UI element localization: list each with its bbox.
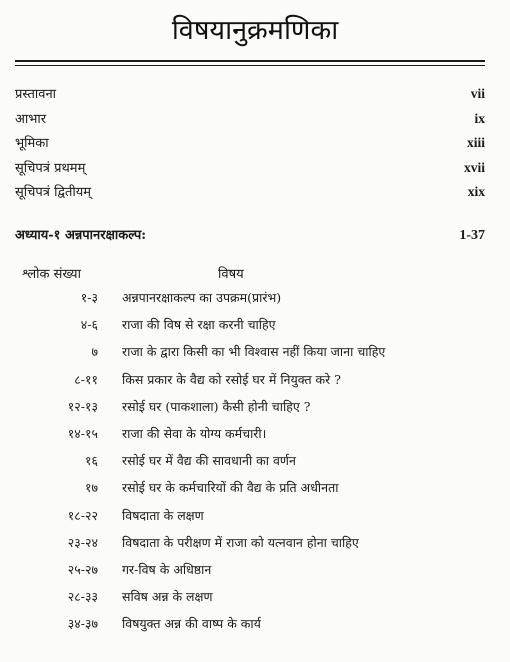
verse-number: २८-३३ xyxy=(67,589,98,605)
contents-entry[interactable] xyxy=(0,534,510,561)
title-rule-thick xyxy=(15,60,485,62)
contents-entry[interactable] xyxy=(0,398,510,425)
contents-entry[interactable] xyxy=(0,289,510,316)
contents-entry[interactable] xyxy=(0,452,510,479)
front-matter-page: vii xyxy=(470,86,485,101)
front-matter-page: xiii xyxy=(466,135,485,150)
contents-entry[interactable] xyxy=(0,371,510,398)
verse-number: १-३ xyxy=(80,290,98,305)
contents-entry[interactable] xyxy=(0,561,510,588)
page-title: विषयानुक्रमणिका xyxy=(171,15,339,46)
entry-subject: सविष अन्न के लक्षण xyxy=(122,589,213,605)
entry-subject: राजा की सेवा के योग्य कर्मचारी। xyxy=(122,425,267,441)
entry-subject: विषदाता के परीक्षण में राजा को यत्नवान होना चाहिए xyxy=(122,534,359,550)
front-matter-row[interactable] xyxy=(15,133,485,158)
verse-number: ८-११ xyxy=(74,371,98,387)
verse-column-header: श्लोक संख्या xyxy=(22,267,81,282)
entry-subject: किस प्रकार के वैद्य को रसोई घर में नियुक्त करे ? xyxy=(122,371,341,387)
entry-subject: रसोई घर में वैद्य की सावधानी का वर्णन xyxy=(122,453,296,469)
verse-number: १६ xyxy=(84,453,98,469)
front-matter-page: xix xyxy=(467,184,485,199)
chapter-label: अध्याय-१ अन्नपानरक्षाकल्प: xyxy=(15,228,147,243)
verse-number: १४-१५ xyxy=(67,425,98,441)
front-matter-label: भूमिका xyxy=(15,136,49,151)
front-matter-row[interactable] xyxy=(15,158,485,183)
front-matter-row[interactable] xyxy=(15,182,485,207)
entry-subject: रसोई घर (पाकशाला) कैसी होनी चाहिए ? xyxy=(122,398,311,414)
front-matter-row[interactable] xyxy=(15,109,485,134)
entry-subject: अन्नपानरक्षाकल्प का उपक्रम(प्रारंभ) xyxy=(122,290,282,305)
subject-column-header: विषय xyxy=(218,267,244,282)
verse-number: १८-२२ xyxy=(67,507,98,523)
title-rule-thin xyxy=(15,65,485,66)
front-matter-label: आभार xyxy=(15,111,47,127)
front-matter-label: प्रस्तावना xyxy=(15,87,57,102)
verse-number: ७ xyxy=(91,344,98,360)
front-matter-list xyxy=(15,84,485,207)
verse-number: ४-६ xyxy=(80,317,98,333)
chapter-heading[interactable] xyxy=(15,225,485,244)
entry-subject: राजा की विष से रक्षा करनी चाहिए xyxy=(122,317,276,333)
contents-entry[interactable] xyxy=(0,507,510,534)
entry-subject: विषदाता के लक्षण xyxy=(122,507,204,523)
verse-number: ३४-३७ xyxy=(67,616,98,632)
entry-subject: राजा के द्वारा किसी का भी विश्वास नहीं किया जाना चाहिए xyxy=(122,344,386,360)
front-matter-label: सूचिपत्रं प्रथमम् xyxy=(15,160,86,176)
verse-number: १७ xyxy=(84,480,98,496)
verse-number: २३-२४ xyxy=(67,534,98,550)
front-matter-page: ix xyxy=(474,110,485,126)
contents-entry[interactable] xyxy=(0,615,510,642)
entry-subject: गर-विष के अधिष्ठान xyxy=(122,561,212,577)
contents-entries xyxy=(0,289,510,642)
verse-number: २५-२७ xyxy=(67,561,98,577)
contents-entry[interactable] xyxy=(0,425,510,452)
contents-entry[interactable] xyxy=(0,316,510,343)
chapter-pages: 1-37 xyxy=(459,228,485,243)
verse-number: १२-१३ xyxy=(67,398,98,414)
entry-subject: विषयुक्त अन्न की वाष्प के कार्य xyxy=(122,616,261,632)
contents-entry[interactable] xyxy=(0,479,510,506)
front-matter-page: xvii xyxy=(463,159,485,175)
front-matter-label: सूचिपत्रं द्वितीयम् xyxy=(15,185,92,200)
contents-entry[interactable] xyxy=(0,343,510,370)
entry-subject: रसोई घर के कर्मचारियों की वैद्य के प्रति अधीनता xyxy=(122,480,339,496)
front-matter-row[interactable] xyxy=(15,84,485,109)
contents-entry[interactable] xyxy=(0,588,510,615)
